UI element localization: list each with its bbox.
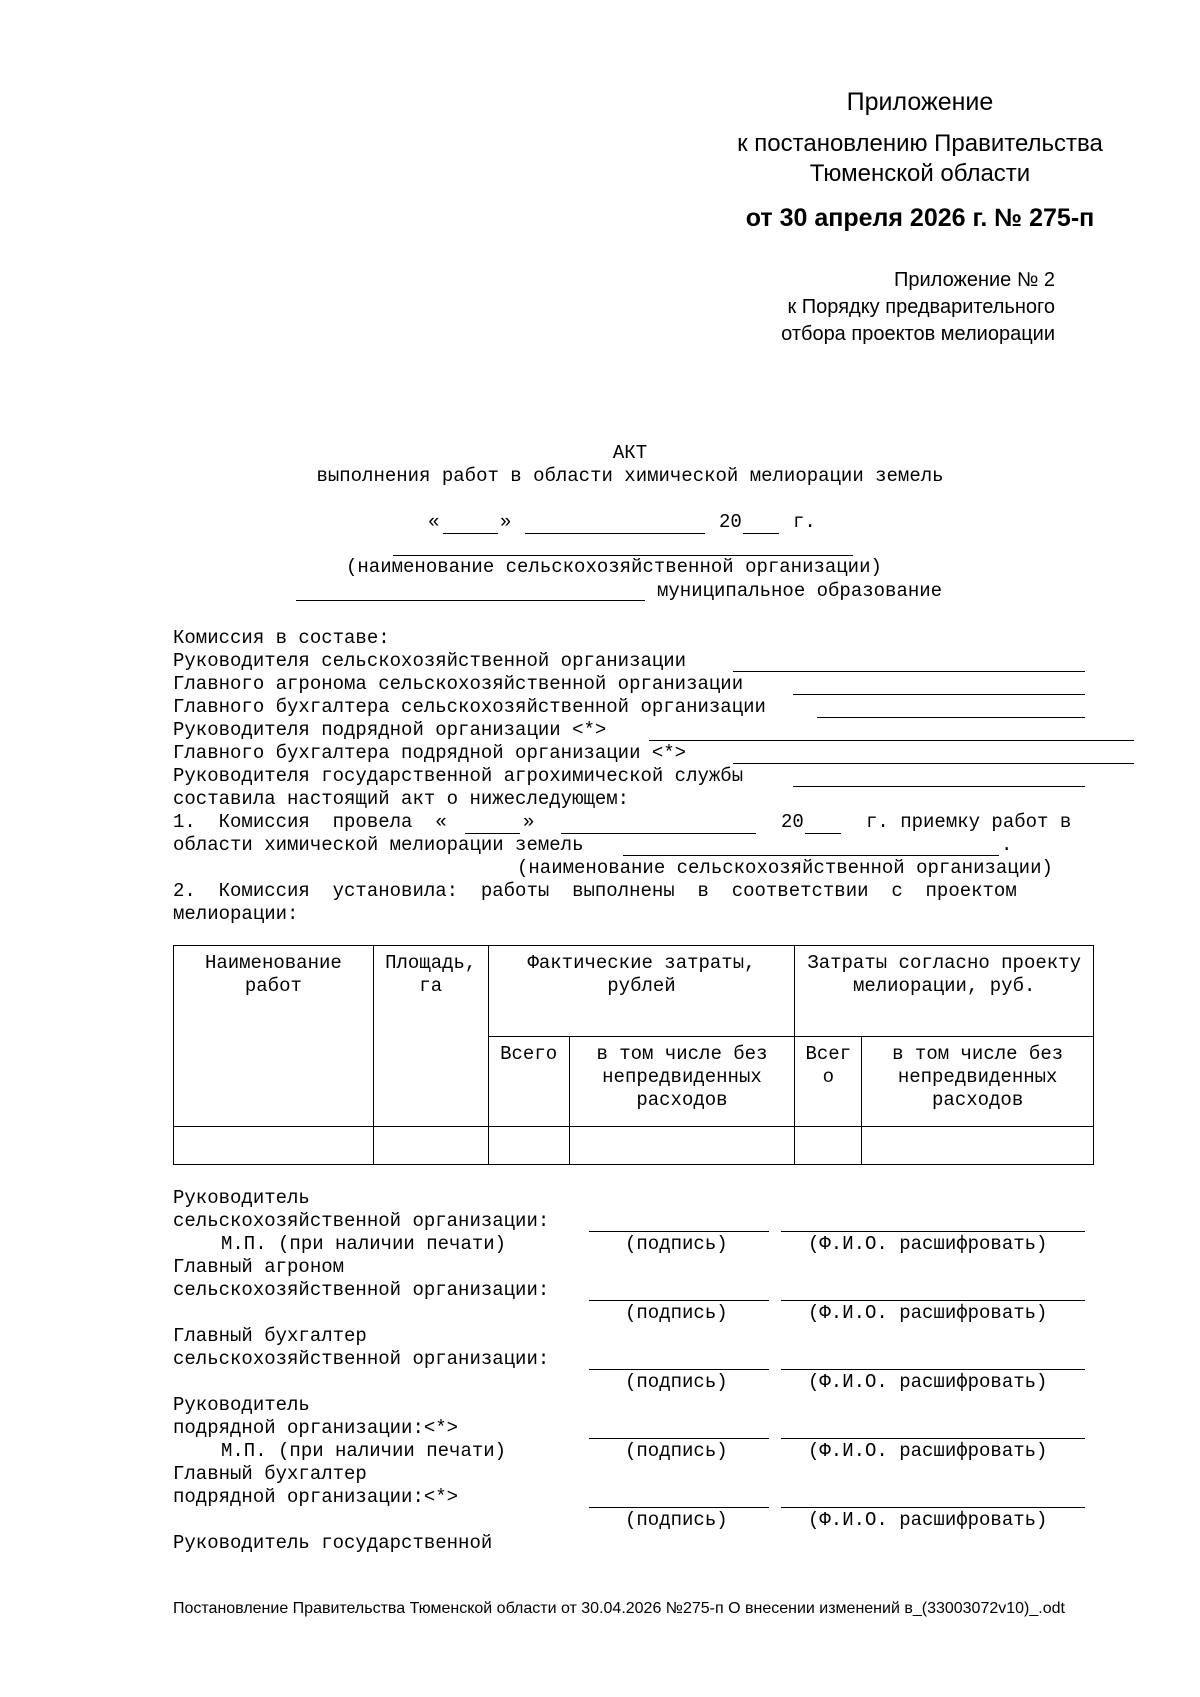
date-open-quote: «	[428, 511, 440, 533]
member-field-6[interactable]	[793, 786, 1085, 787]
p1-organization-field[interactable]	[623, 855, 999, 856]
day-field[interactable]	[443, 533, 498, 534]
sig4-sign-caption: (подпись)	[625, 1440, 728, 1462]
p1-month-field[interactable]	[561, 833, 756, 834]
decree-date: от 30 апреля 2026 г. № 275-п	[745, 204, 1095, 232]
p2-line2: мелиорации:	[173, 903, 299, 925]
sig4-role-line1: Руководитель	[173, 1394, 310, 1416]
member-label-6: Руководителя государственной агрохимической службы	[173, 765, 744, 787]
sig4-name-field[interactable]	[781, 1438, 1085, 1439]
p1-caption: (наименование сельскохозяйственной организации)	[517, 857, 1053, 879]
p1-close-quote: »	[523, 811, 535, 833]
annex-line-3: отбора проектов мелиорации	[781, 323, 1055, 345]
table-row	[174, 1127, 1094, 1165]
year-field[interactable]	[743, 533, 779, 534]
member-field-4[interactable]	[649, 740, 1134, 741]
sig2-role-line2: сельскохозяйственной организации:	[173, 1279, 550, 1301]
member-label-5: Главного бухгалтера подрядной организации <*>	[173, 742, 687, 764]
year-prefix: 20	[719, 511, 742, 533]
year-suffix: г.	[793, 511, 816, 533]
member-label-3: Главного бухгалтера сельскохозяйственной организации	[173, 696, 766, 718]
subheader-project-unforeseen: в том числе без непредвиденных расходов	[862, 1037, 1094, 1127]
p1-year-field[interactable]	[805, 833, 841, 834]
sig2-name-field[interactable]	[781, 1300, 1085, 1301]
sig2-fio-caption: (Ф.И.О. расшифровать)	[808, 1302, 1048, 1324]
sig3-fio-caption: (Ф.И.О. расшифровать)	[808, 1371, 1048, 1393]
cell-project-total[interactable]	[795, 1127, 862, 1165]
sig5-signature-field[interactable]	[589, 1507, 769, 1508]
composed-text: составила настоящий акт о нижеследующем:	[173, 788, 630, 810]
member-label-2: Главного агронома сельскохозяйственной организации	[173, 673, 744, 695]
sig4-seal: М.П. (при наличии печати)	[221, 1440, 507, 1462]
p1-start: 1. Комиссия провела «	[173, 811, 447, 833]
sig1-role-line1: Руководитель	[173, 1187, 310, 1209]
sig1-fio-caption: (Ф.И.О. расшифровать)	[808, 1233, 1048, 1255]
organization-caption: (наименование сельскохозяйственной организации)	[346, 556, 882, 578]
appendix-title: Приложение	[846, 88, 994, 116]
annex-line-1: Приложение № 2	[894, 269, 1055, 291]
member-field-2[interactable]	[793, 694, 1085, 695]
sig5-role-line2: подрядной организации:<*>	[173, 1486, 459, 1508]
sig5-name-field[interactable]	[781, 1507, 1085, 1508]
sig4-signature-field[interactable]	[589, 1438, 769, 1439]
header-actual-costs: Фактические затраты, рублей	[488, 946, 795, 1037]
p2-line1: 2. Комиссия установила: работы выполнены в соответствии с проектом	[173, 880, 1017, 902]
member-label-1: Руководителя сельскохозяйственной организации	[173, 650, 687, 672]
sig4-fio-caption: (Ф.И.О. расшифровать)	[808, 1440, 1048, 1462]
member-label-4: Руководителя подрядной организации <*>	[173, 719, 607, 741]
member-field-5[interactable]	[733, 763, 1134, 764]
header-work-name: Наименование работ	[174, 946, 374, 1127]
header-project-costs: Затраты согласно проекту мелиорации, руб.	[795, 946, 1094, 1037]
municipality-field[interactable]	[296, 600, 645, 601]
sig3-sign-caption: (подпись)	[625, 1371, 728, 1393]
act-subtitle: выполнения работ в области химической мелиорации земель	[316, 465, 944, 487]
p1-dot: .	[1001, 834, 1013, 856]
date-close-quote: »	[500, 511, 512, 533]
sig2-signature-field[interactable]	[589, 1300, 769, 1301]
cell-work-name[interactable]	[174, 1127, 374, 1165]
member-field-3[interactable]	[817, 717, 1085, 718]
act-title: АКТ	[612, 442, 648, 464]
cell-area[interactable]	[373, 1127, 488, 1165]
commission-intro: Комиссия в составе:	[173, 627, 390, 649]
sig1-seal: М.П. (при наличии печати)	[221, 1233, 507, 1255]
member-field-1[interactable]	[733, 671, 1085, 672]
sig2-sign-caption: (подпись)	[625, 1302, 728, 1324]
annex-line-2: к Порядку предварительного	[787, 296, 1055, 318]
subheader-project-total: Всег о	[795, 1037, 862, 1127]
decree-line-1: к постановлению Правительства	[737, 130, 1103, 157]
sig1-name-field[interactable]	[781, 1231, 1085, 1232]
cell-actual-unforeseen[interactable]	[569, 1127, 795, 1165]
sig4-role-line2: подрядной организации:<*>	[173, 1417, 459, 1439]
sig3-role-line1: Главный бухгалтер	[173, 1325, 367, 1347]
subheader-actual-unforeseen: в том числе без непредвиденных расходов	[569, 1037, 795, 1127]
sig3-role-line2: сельскохозяйственной организации:	[173, 1348, 550, 1370]
works-table	[173, 945, 1094, 1165]
sig1-signature-field[interactable]	[589, 1231, 769, 1232]
sig5-role-line1: Главный бухгалтер	[173, 1463, 367, 1485]
p1-end: г. приемку работ в	[866, 811, 1072, 833]
cell-actual-total[interactable]	[488, 1127, 569, 1165]
document-footer: Постановление Правительства Тюменской области от 30.04.2026 №275-п О внесении изменений в_(33003072v10)_.odt	[173, 1600, 1065, 1617]
sig5-sign-caption: (подпись)	[625, 1509, 728, 1531]
sig1-sign-caption: (подпись)	[625, 1233, 728, 1255]
p1-line2: области химической мелиорации земель	[173, 834, 584, 856]
sig2-role-line1: Главный агроном	[173, 1256, 345, 1278]
subheader-actual-total: Всего	[488, 1037, 569, 1127]
cell-project-unforeseen[interactable]	[862, 1127, 1094, 1165]
sig3-signature-field[interactable]	[589, 1369, 769, 1370]
sig5-fio-caption: (Ф.И.О. расшифровать)	[808, 1509, 1048, 1531]
sig3-name-field[interactable]	[781, 1369, 1085, 1370]
municipality-label: муниципальное образование	[657, 580, 943, 602]
sig1-role-line2: сельскохозяйственной организации:	[173, 1210, 550, 1232]
decree-line-2: Тюменской области	[809, 160, 1031, 187]
month-field[interactable]	[525, 533, 705, 534]
last-role: Руководитель государственной	[173, 1532, 493, 1554]
header-area: Площадь, га	[373, 946, 488, 1127]
p1-year-prefix: 20	[781, 811, 804, 833]
